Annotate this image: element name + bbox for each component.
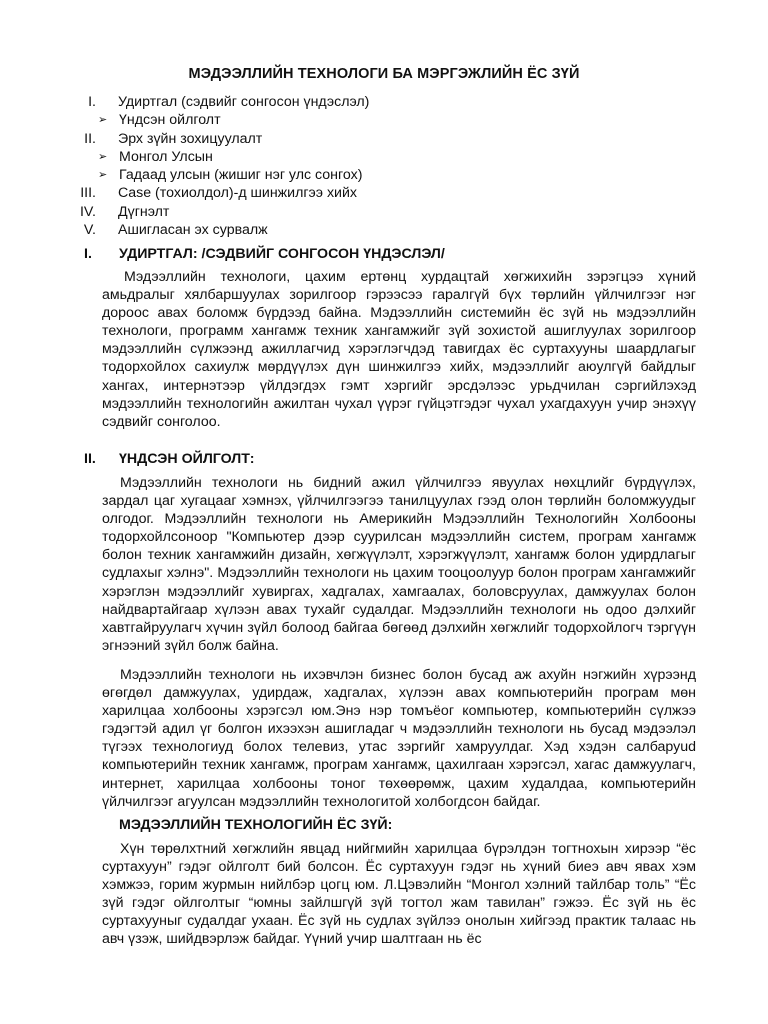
toc-item	[0, 166, 768, 184]
section-number: I.	[84, 246, 92, 262]
paragraph: Мэдээллийн технологи нь ихэвчлэн бизнес болон бусад аж ахуйн нэгжийн хүрээнд өгөгдөл дамжуулах, удирдаж, хадгалах, хүлээн авах компьютерийн програм мөн харилцаа холбооны хэрэгсэл юм.Энэ нэр томъёог компьютер, компьютерийн сүлжээ гэдэгтэй адил үг болгон ихээхэн ашигладаг ч мэдээллийн технологи нь бусад мэдээлэл түгээх технологиуд болох телевиз, утас зэргийг хамруулдаг. Хэд хэдэн салбаруud компьютерийн техник хангамж, програм хангамж, цахилгаан хэрэгсэл, хагас дамжуулагч, интернет, харилцаа холбооны тоног төхөөрөмж, цахим худалдаа, компьютерийн үйлчилгээг агуулсан мэдээллийн технологитой холбогдсон байдаг.	[102, 667, 696, 810]
arrow-bullet-icon: ➢	[98, 169, 108, 182]
toc-item	[0, 221, 768, 239]
toc-text: Үндсэн ойлголт	[119, 112, 221, 129]
section-heading-text: МЭДЭЭЛЛИЙН ТЕХНОЛОГИЙН ЁС ЗҮЙ:	[119, 817, 393, 833]
toc-text: Case (тохиолдол)-д шинжилгээ хийх	[118, 185, 358, 202]
toc-item	[0, 203, 768, 221]
toc-text: Гадаад улсын (жишиг нэг улс сонгох)	[119, 167, 363, 184]
toc-marker: IV.	[79, 203, 96, 220]
toc-text: Дүгнэлт	[118, 203, 170, 220]
toc-marker: V.	[83, 222, 96, 239]
toc-marker: II.	[84, 130, 96, 147]
paragraph: Мэдээллийн технологи, цахим ертөнц хурдацтай хөгжихийн зэрэгцээ хүний амьдралыг хялбаршуулах зорилгоор гэрээсээ гаралгүй бүх төрлийн үйлчилгээг нэг дороос авах боломж бүрдээд байна. Мэдээллийн системийн ёс зүй нь мэдээллийн технологи, программ хангамж техник хангамжийг зүй зохистой ашиглуулах зорилгоор мэдээллийн сүлжээнд ажиллагчид хэрэглэгчдэд тавигдах ёс суртахууны шаардлагыг тодорхойлох сахиулж мөрдүүлэх дүн шинжилгээ хийх, мэдээллийг аюулгүй байдлыг хангах, интернэтээр үйлдэгдэх гэмт хэргийг эрсдэлээс урьдчилан сэргийлэхэд мэдээллийн технологийн ажилтан чухал үүрэг гүйцэтгэдэг чухал ухагдахуун учир энэхүү сэдвийг сонголоо.	[102, 269, 696, 430]
table-of-contents	[0, 93, 768, 239]
paragraph: Мэдээллийн технологи нь бидний ажил үйлчилгээ явуулах нөхцлийг бүрдүүлэх, зардал цаг хугацааг хэмнэх, үйлчилгээгээ танилцуулах гээд олон төрлийн боломжуудыг олгодог. Мэдээллийн технологи нь Америкийн Мэдээллийн Технологийн Холбооны тодорхойлсоноор "Компьютер дээр суурилсан мэдээллийн систем, програм хангамж болон техник хангамжийн дизайн, хөгжүүлэлт, хэрэгжүүлэлт, хангамж болон удирдлагыг судлахыг хэлнэ". Мэдээллийн технологи нь цахим тооцоолуур болон програм хангамжийг хэрэглэн мэдээллийг хувиргах, хадгалах, хамгаалах, боловсруулах, дамжуулах болон найдвартайгаар хүлээн авах тухайг судалдаг. Мэдээллийн технологи нь одоо дэлхийг хавтгайруулагч хүчин зүйл болоод байгаа бөгөөд дэлхийн хөгжлийг тодорхойлогч тэргүүн эгнээний зүйл болж байна.	[102, 475, 696, 654]
section-heading-text: УДИРТГАЛ: /СЭДВИЙГ СОНГОСОН ҮНДЭСЛЭЛ/	[119, 246, 445, 262]
toc-item	[0, 93, 768, 111]
paragraph: Хүн төрөлхтний хөгжлийн явцад нийгмийн харилцаа бүрэлдэн тогтнохын хирээр “ёс суртахуун” гэдэг ойлголт бий болсон. Ёс суртахуун гэдэг нь хүний биеэ авч явах хэм хэмжээ, горим журмын нийлбэр цогц юм. Л.Цэвэлийн “Монгол хэлний тайлбар толь” “Ёс зүй гэдэг ойлголтыг “юмны зайлшгүй зүй тогтол жам тавилан” гэжээ. Ёс зүй нь ёс суртахууныг судалдаг ухаан. Ёс зүй нь судлах зүйлээ онолын хийгээд практик талаас нь авч үзэж, шийдвэрлэж байдаг. Үүний учир шалтгаан нь ёс	[102, 841, 696, 948]
toc-item	[0, 111, 768, 129]
toc-item	[0, 148, 768, 166]
arrow-bullet-icon: ➢	[98, 150, 108, 163]
document-title: МЭДЭЭЛЛИЙН ТЕХНОЛОГИ БА МЭРГЭЖЛИЙН ЁС ЗҮЙ	[188, 66, 580, 82]
section-number: II.	[84, 451, 96, 467]
section-heading-text: ҮНДСЭН ОЙЛГОЛТ:	[119, 451, 255, 467]
toc-marker: III.	[80, 185, 96, 202]
toc-text: Удиртгал (сэдвийг сонгосон үндэслэл)	[118, 94, 370, 110]
toc-marker: I.	[88, 94, 96, 110]
arrow-bullet-icon: ➢	[98, 114, 108, 127]
toc-item	[0, 130, 768, 148]
toc-text: Ашигласан эх сурвалж	[118, 222, 268, 239]
toc-item	[0, 184, 768, 202]
toc-text: Эрх зүйн зохицуулалт	[118, 130, 263, 147]
toc-text: Монгол Улсын	[119, 148, 213, 165]
